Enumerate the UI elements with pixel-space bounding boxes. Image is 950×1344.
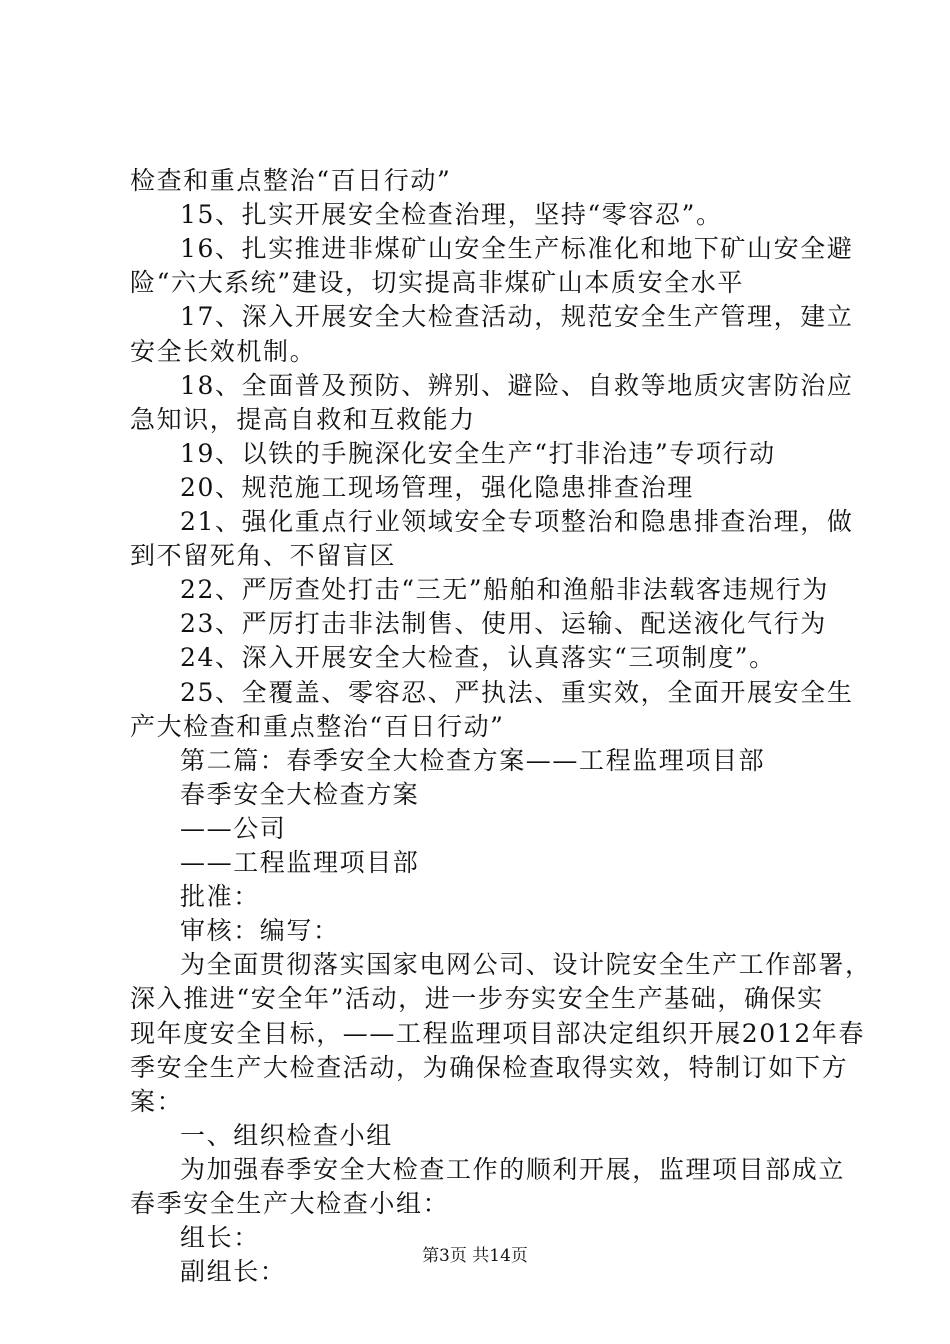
text-line: 春季安全生产大检查小组： <box>130 1189 450 1218</box>
text-line: 安全长效机制。 <box>130 336 317 366</box>
page-footer: 第3页 共14页 <box>422 1246 528 1266</box>
text-line: 20、规范施工现场管理，强化隐患排查治理 <box>180 472 694 502</box>
text-line: 季安全生产大检查活动，为确保检查取得实效，特制订如下方 <box>130 1052 849 1082</box>
text-line: ——公司 <box>180 813 287 843</box>
text-line: 24、深入开展安全大检查，认真落实“三项制度”。 <box>180 643 776 673</box>
text-line: 22、严厉查处打击“三无”船舶和渔船非法载客违规行为 <box>180 575 829 605</box>
text-line: 25、全覆盖、零容忍、严执法、重实效，全面开展安全生 <box>180 677 854 707</box>
text-line: 急知识，提高自救和互救能力 <box>130 404 476 434</box>
text-line: 现年度安全目标，——工程监理项目部决定组织开展2012年春 <box>130 1018 866 1048</box>
text-line: 深入推进“安全年”活动，进一步夯实安全生产基础，确保实 <box>130 984 824 1014</box>
text-line: 春季安全大检查方案 <box>180 779 420 809</box>
text-line: 为加强春季安全大检查工作的顺利开展，监理项目部成立 <box>180 1154 846 1184</box>
text-line: 19、以铁的手腕深化安全生产“打非治违”专项行动 <box>180 438 776 468</box>
text-line: 15、扎实开展安全检查治理，坚持“零容忍”。 <box>180 200 723 230</box>
text-line: 批准： <box>180 882 260 912</box>
text-line: 17、深入开展安全大检查活动，规范安全生产管理，建立 <box>180 302 854 332</box>
text-line: 18、全面普及预防、辨别、避险、自救等地质灾害防治应 <box>180 370 854 400</box>
text-line: 第二篇：春季安全大检查方案——工程监理项目部 <box>180 745 766 775</box>
text-line: 产大检查和重点整治“百日行动” <box>130 711 505 741</box>
text-line: 检查和重点整治“百日行动” <box>130 166 452 195</box>
text-line: 案： <box>130 1086 184 1116</box>
text-line: 组长： <box>180 1223 260 1253</box>
text-line: 为全面贯彻落实国家电网公司、设计院安全生产工作部署， <box>180 950 872 980</box>
text-line: 审核：编写： <box>180 916 340 946</box>
text-line: 一、组织检查小组 <box>180 1120 393 1150</box>
text-line: ——工程监理项目部 <box>180 848 420 877</box>
text-line: 险“六大系统”建设，切实提高非煤矿山本质安全水平 <box>130 268 744 298</box>
text-line: 副组长： <box>180 1257 287 1287</box>
text-line: 16、扎实推进非煤矿山安全生产标准化和地下矿山安全避 <box>180 234 854 264</box>
text-line: 21、强化重点行业领域安全专项整治和隐患排查治理，做 <box>180 507 854 536</box>
text-line: 23、严厉打击非法制售、使用、运输、配送液化气行为 <box>180 609 827 639</box>
text-line: 到不留死角、不留盲区 <box>130 541 397 571</box>
